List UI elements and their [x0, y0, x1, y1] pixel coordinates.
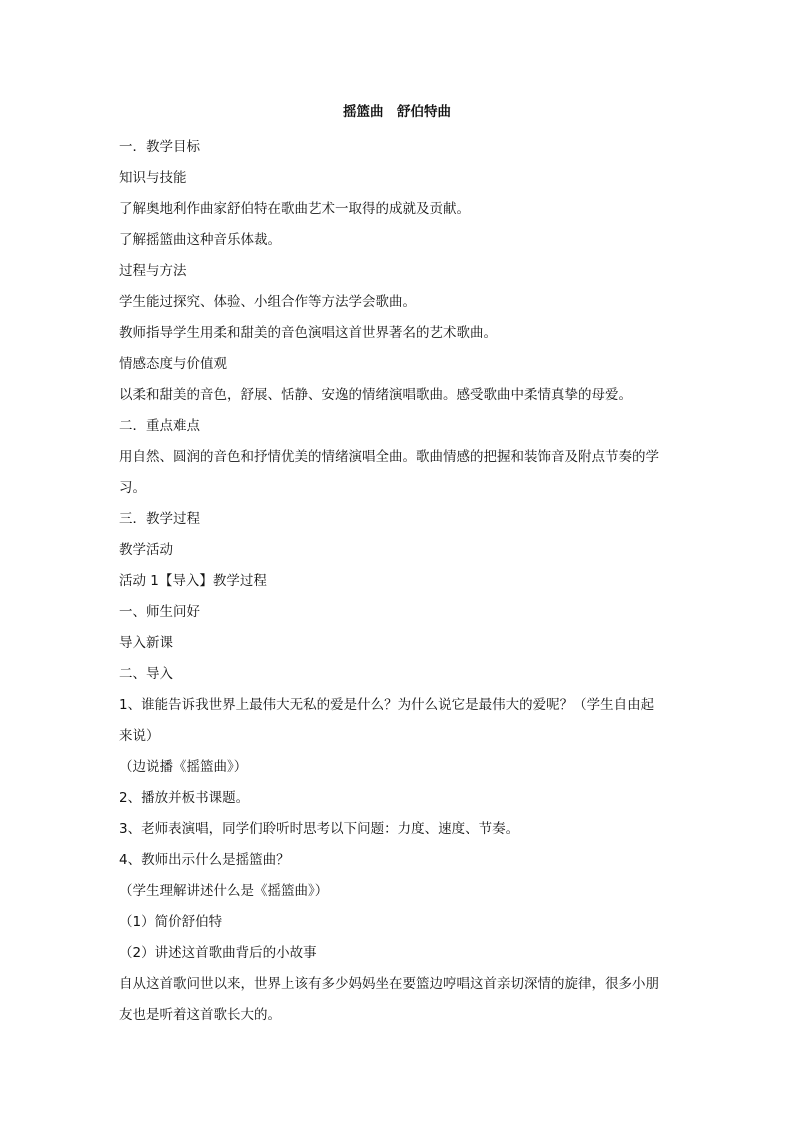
- paragraph-line: 导入新课: [119, 635, 173, 651]
- sub-item: （2）讲述这首歌曲背后的小故事: [119, 945, 317, 961]
- paragraph-line: 了解奥地利作曲家舒伯特在歌曲艺术一取得的成就及贡献。: [119, 201, 470, 217]
- paragraph-line: 自从这首歌问世以来，世界上该有多少妈妈坐在要篮边哼唱这首亲切深情的旋律，很多小朋: [119, 976, 659, 992]
- paragraph-line: （边说播《摇篮曲》）: [119, 759, 248, 775]
- heading-teaching-objectives: 一．教学目标: [119, 139, 200, 155]
- list-item: 2、播放并板书课题。: [119, 790, 250, 806]
- subheading-emotion-values: 情感态度与价值观: [119, 356, 227, 372]
- paragraph-line: 以柔和甜美的音色，舒展、恬静、安逸的情绪演唱歌曲。感受歌曲中柔情真挚的母爱。: [119, 387, 632, 403]
- list-item: 4、教师出示什么是摇篮曲？: [119, 852, 290, 868]
- step-introduction: 二、导入: [119, 666, 173, 682]
- step-greeting: 一、师生问好: [119, 604, 200, 620]
- subheading-teaching-activities: 教学活动: [119, 542, 173, 558]
- paragraph-line: 习。: [119, 480, 146, 496]
- paragraph-line: 学生能过探究、体验、小组合作等方法学会歌曲。: [119, 294, 416, 310]
- list-item-continuation: 来说）: [119, 728, 160, 744]
- subheading-process-methods: 过程与方法: [119, 263, 187, 279]
- paragraph-line: 了解摇篮曲这种音乐体裁。: [119, 232, 281, 248]
- paragraph-line: 友也是听着这首歌长大的。: [119, 1007, 281, 1023]
- activity-title: 活动 1【导入】教学过程: [119, 573, 267, 589]
- sub-item: （1）简价舒伯特: [119, 914, 223, 930]
- list-item: 1、谁能告诉我世界上最伟大无私的爱是什么？为什么说它是最伟大的爱呢？（学生自由起: [119, 697, 655, 713]
- paragraph-line: 用自然、圆润的音色和抒情优美的情绪演唱全曲。歌曲情感的把握和装饰音及附点节奏的学: [119, 449, 659, 465]
- paragraph-line: 教师指导学生用柔和甜美的音色演唱这首世界著名的艺术歌曲。: [119, 325, 497, 341]
- list-item: 3、老师表演唱，同学们聆听时思考以下问题：力度、速度、节奏。: [119, 821, 520, 837]
- heading-key-difficulties: 二．重点难点: [119, 418, 200, 434]
- document-body: [119, 132, 679, 1031]
- subheading-knowledge-skills: 知识与技能: [119, 170, 187, 186]
- heading-teaching-process: 三．教学过程: [119, 511, 200, 527]
- document-title: 摇篮曲 舒伯特曲: [343, 104, 451, 120]
- paragraph-line: （学生理解讲述什么是《摇篮曲》）: [119, 883, 329, 899]
